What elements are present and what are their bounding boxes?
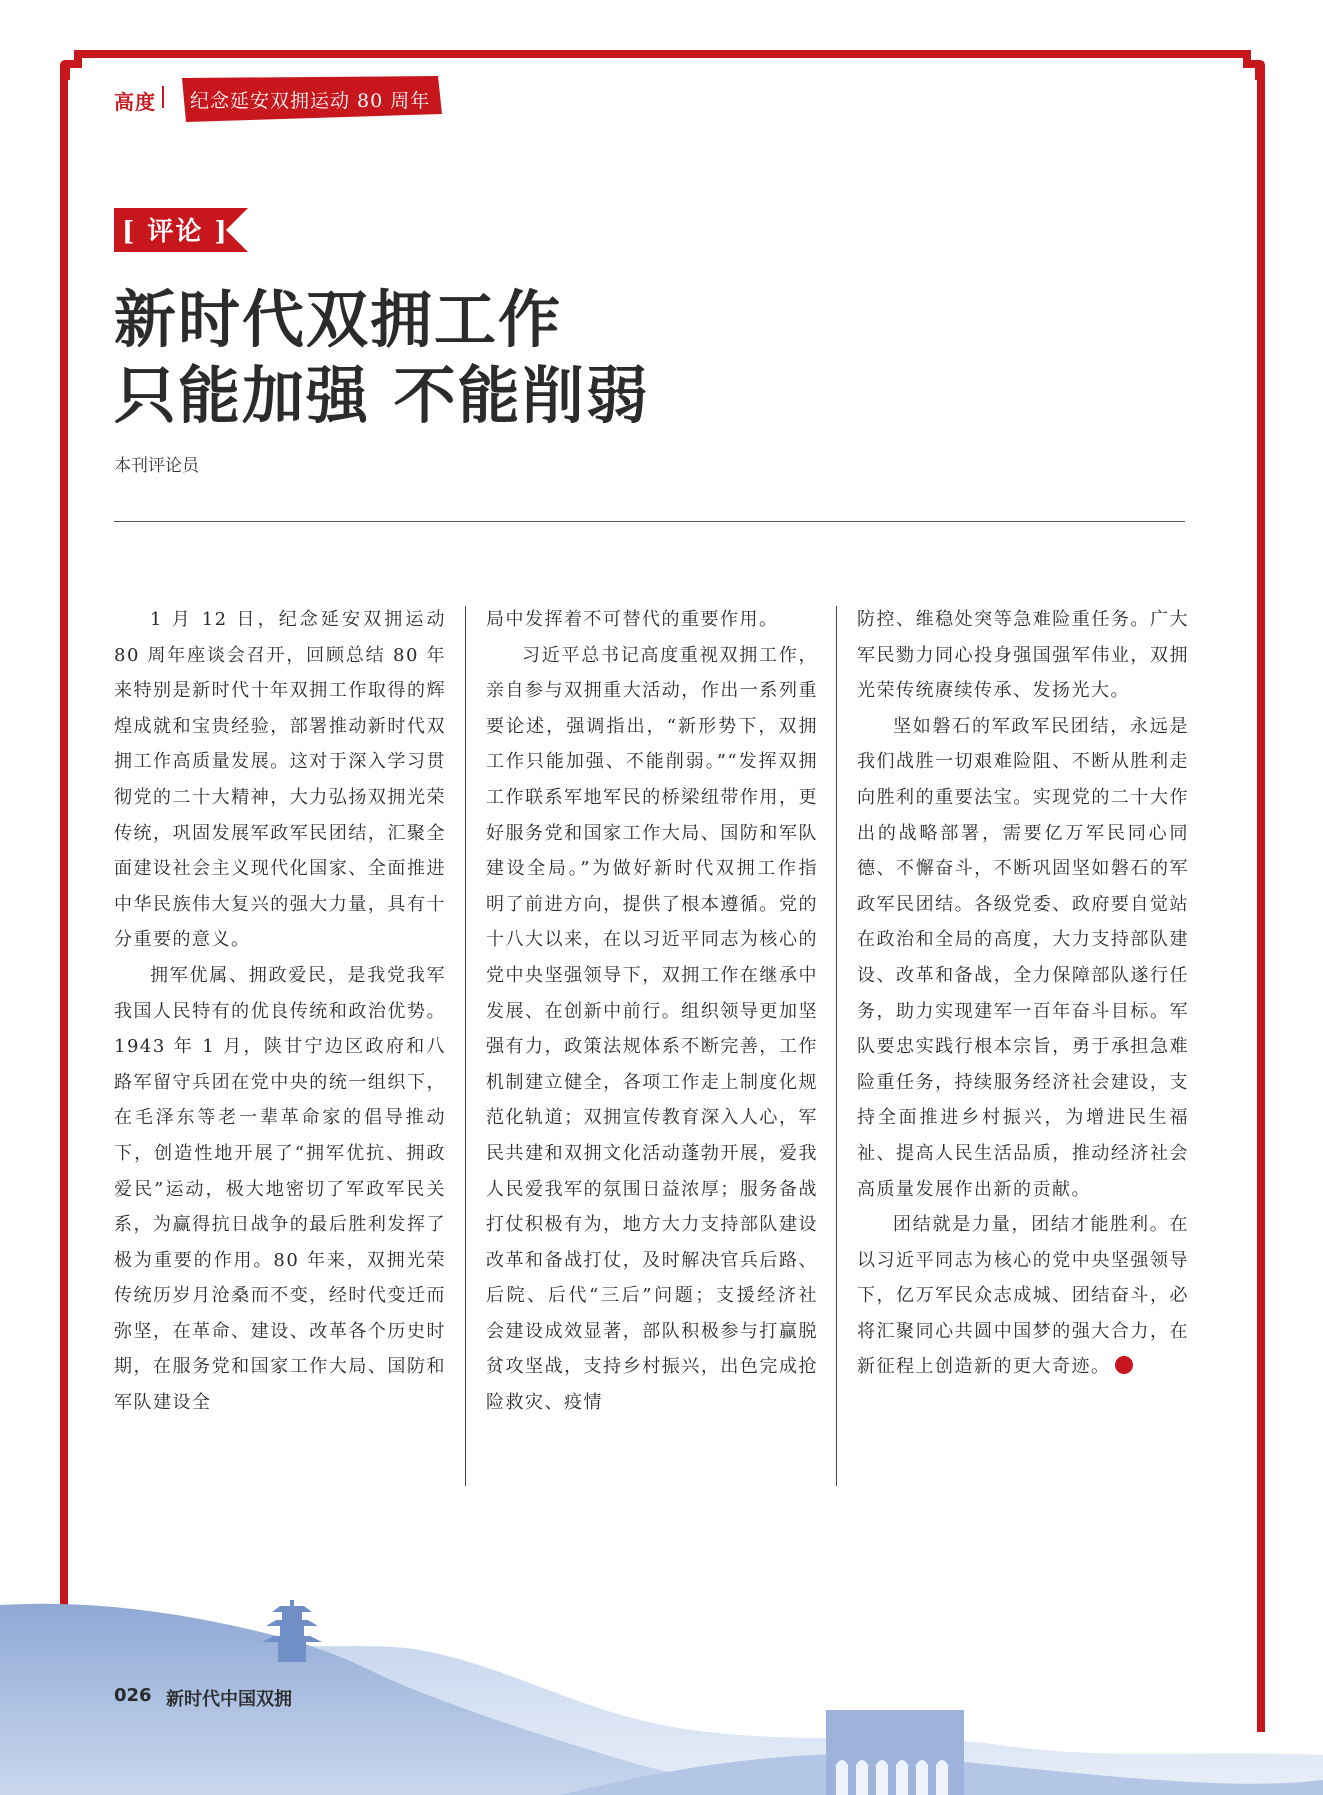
paragraph: 坚如磐石的军政军民团结，永远是我们战胜一切艰难险阻、不断从胜利走向胜利的重要法宝。实现党的二十大作出的战略部署，需要亿万军民同心同德、不懈奋斗，不断巩固坚如磐石的军政军民团结。各级党委、政府要自觉站在政治和全局的高度，大力支持部队建设、改革和备战，全力保障部队遂行任务，助力实现建军一百年奋斗目标。军队要忠实践行根本宗旨，勇于承担急难险重任务，持续服务经济社会建设，支持全面推进乡村振兴，为增进民生福祉、提高人民生活品质，推动经济社会高质量发展作出新的贡献。 bbox=[857, 715, 1189, 1200]
paragraph-last bbox=[857, 1207, 1189, 1385]
header-banner-text: 纪念延安双拥运动 80 周年 bbox=[190, 90, 431, 112]
column-divider bbox=[836, 606, 837, 1486]
tag-label: [ 评论 ] bbox=[122, 217, 229, 247]
article-column-1 bbox=[114, 602, 446, 1421]
paragraph: 1 月 12 日，纪念延安双拥运动 80 周年座谈会召开，回顾总结 80 年来特别是新时代十年双拥工作取得的辉煌成就和宝贵经验，部署推动新时代双拥工作高质量发展。这对于深入学习贯彻党的二十大精神，大力弘扬双拥光荣传统，巩固发展军政军民团结，汇聚全面建设社会主义现代化国家、全面推进中华民族伟大复兴的强大力量，具有十分重要的意义。 bbox=[114, 609, 446, 951]
article-column-2 bbox=[486, 602, 818, 1421]
title-line-2: 只能加强 不能削弱 bbox=[114, 359, 650, 432]
article-title bbox=[114, 282, 650, 434]
paragraph-continued: 防控、维稳处突等急难险重任务。广大军民勠力同心投身强国强军伟业，双拥光荣传统赓续传承、发扬光大。 bbox=[857, 609, 1189, 702]
paragraph: 拥军优属、拥政爱民，是我党我军我国人民特有的优良传统和政治优势。1943 年 1 月，陕甘宁边区政府和八路军留守兵团在党中央的统一组织下，在毛泽东等老一辈革命家的倡导推动下，创造性地开展了“拥军优抗、拥政爱民”运动，极大地密切了军政军民关系，为赢得抗日战争的最后胜利发挥了极为重要的作用。80 年来，双拥光荣传统历岁月沧桑而不变，经时代变迁而弥坚，在革命、建设、改革各个历史时期，在服务党和国家工作大局、国防和军队建设全 bbox=[114, 964, 446, 1414]
magazine-name: 新时代中国双拥 bbox=[166, 1689, 292, 1710]
paragraph-continued: 局中发挥着不可替代的重要作用。 bbox=[486, 609, 779, 630]
header-divider bbox=[162, 86, 164, 108]
paragraph: 习近平总书记高度重视双拥工作，亲自参与双拥重大活动，作出一系列重要论述，强调指出，“新形势下，双拥工作只能加强、不能削弱。”“发挥双拥工作联系军地军民的桥梁纽带作用，更好服务党和国家工作大局、国防和军队建设全局。”为做好新时代双拥工作指明了前进方向，提供了根本遵循。党的十八大以来，在以习近平同志为核心的党中央坚强领导下，双拥工作在继承中发展、在创新中前行。组织领导更加坚强有力，政策法规体系不断完善，工作机制建立健全，各项工作走上制度化规范化轨道；双拥宣传教育深入人心，军民共建和双拥文化活动蓬勃开展，爱我人民爱我军的氛围日益浓厚；服务备战打仗积极有为，地方大力支持部队建设改革和备战打仗，及时解决官兵后路、后院、后代“三后”问题；支援经济社会建设成效显著，部队积极参与打赢脱贫攻坚战，支持乡村振兴，出色完成抢险救灾、疫情 bbox=[486, 644, 818, 1414]
byline: 本刊评论员 bbox=[114, 456, 199, 476]
article-column-3 bbox=[857, 602, 1189, 1385]
section-label: 高度 bbox=[114, 90, 156, 114]
end-mark-icon bbox=[1115, 1356, 1133, 1374]
paragraph-text: 团结就是力量，团结才能胜利。在以习近平同志为核心的党中央坚强领导下，亿万军民众志成城、团结奋斗，必将汇聚同心共圆中国梦的强大合力，在新征程上创造新的更大奇迹。 bbox=[857, 1214, 1189, 1378]
title-divider bbox=[114, 521, 1185, 522]
title-line-1: 新时代双拥工作 bbox=[114, 283, 563, 356]
page-number: 026 bbox=[114, 1685, 152, 1706]
column-divider bbox=[465, 606, 466, 1486]
